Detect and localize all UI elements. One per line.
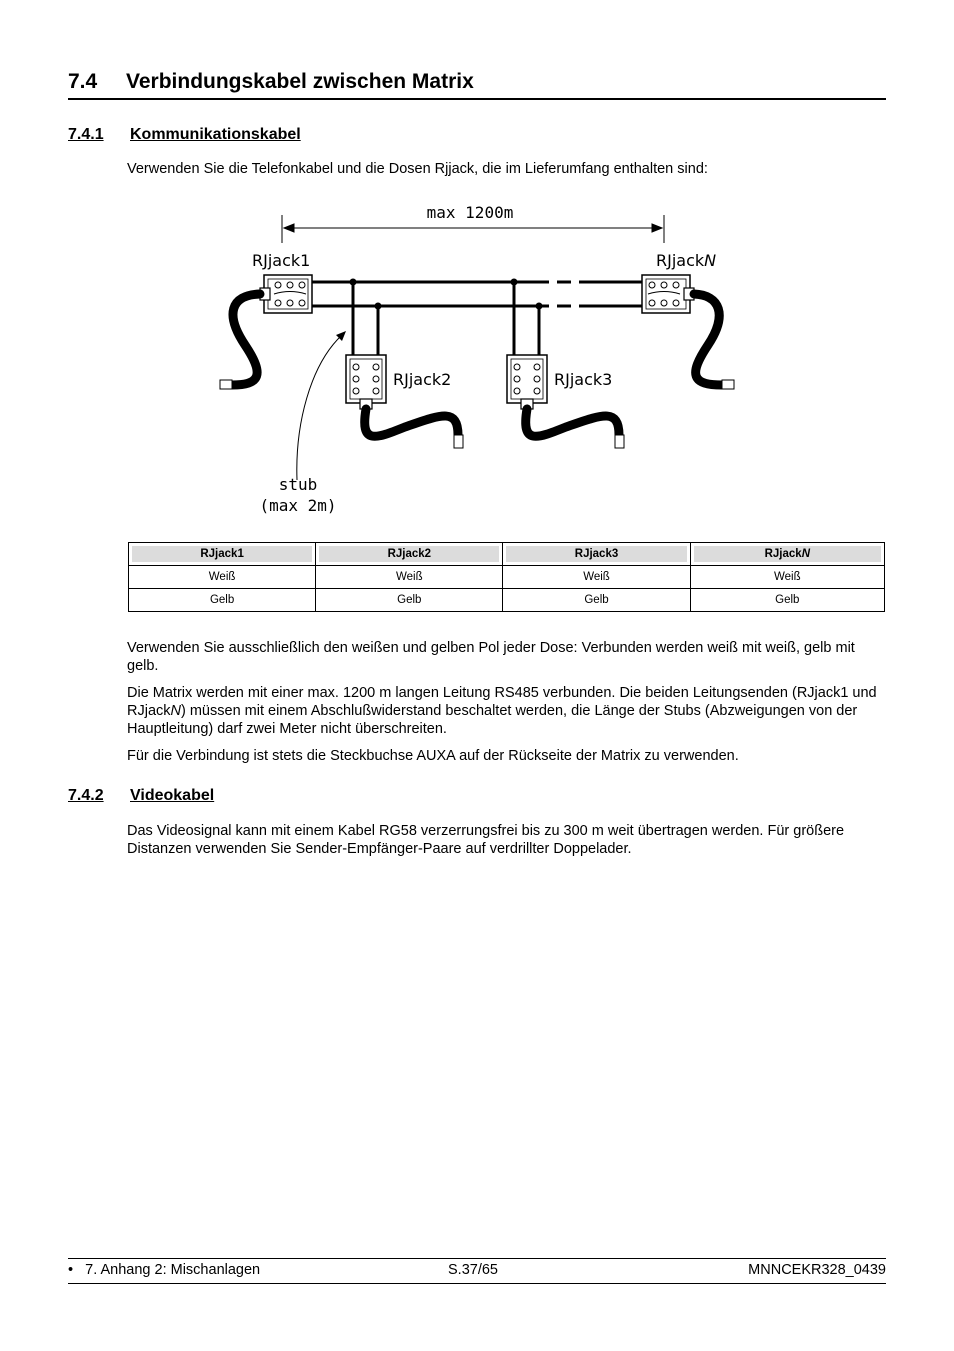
table-header-cell: RJjack3	[503, 543, 690, 566]
table-cell: Weiß	[690, 566, 884, 589]
table-cell: Gelb	[690, 589, 884, 612]
section-heading	[68, 70, 886, 100]
subsection-title: Kommunikationskabel	[130, 126, 301, 143]
footer-document-id: MNNCEKR328_0439	[748, 1262, 886, 1278]
stub-pointer	[297, 335, 342, 480]
label-rjjack1: RJjack1	[252, 251, 311, 270]
label-rjjackn-suffix: N	[704, 251, 717, 270]
label-rjjackn-prefix: RJjack	[656, 251, 705, 270]
subsection-number: 7.4.2	[68, 787, 104, 804]
distance-label: max 1200m	[426, 203, 514, 222]
subsection-heading-video	[68, 787, 214, 805]
paragraph-poles: Verwenden Sie ausschließlich den weißen und gelben Pol jeder Dose: Verbunden werden weiß mit weiß, gelb mit gelb.	[127, 640, 855, 674]
table-row	[129, 589, 885, 612]
paragraph-auxa: Für die Verbindung ist stets die Steckbuchse AUXA auf der Rückseite der Matrix zu verwenden.	[127, 748, 739, 764]
intro-paragraph: Verwenden Sie die Telefonkabel und die Dosen Rjjack, die im Lieferumfang enthalten sind:	[127, 161, 708, 177]
section-title: Verbindungskabel zwischen Matrix	[126, 70, 474, 93]
table-cell: Gelb	[316, 589, 503, 612]
table-header-cell: RJjackN	[690, 543, 884, 566]
table-cell: Weiß	[316, 566, 503, 589]
table-cell: Gelb	[503, 589, 690, 612]
rjjack2-box	[346, 355, 386, 409]
label-rjjack3: RJjack3	[554, 370, 613, 389]
label-stub: stub	[278, 475, 318, 494]
plugs	[220, 380, 734, 448]
table-header-row	[129, 543, 885, 566]
footer-page-number: S.37/65	[448, 1262, 498, 1278]
section-number: 7.4	[68, 70, 98, 93]
footer-chapter: • 7. Anhang 2: Mischanlagen	[68, 1262, 261, 1278]
table-cell: Gelb	[129, 589, 316, 612]
subsection-title: Videokabel	[130, 787, 215, 804]
patch-cables	[232, 294, 722, 436]
wiring-diagram	[200, 195, 760, 525]
label-rjjack2: RJjack2	[393, 370, 452, 389]
paragraph-video: Das Videosignal kann mit einem Kabel RG58 verzerrungsfrei bis zu 300 m weit übertragen werden. Für größere Distanzen verwenden Sie Sender-Empfänger-Paare auf verdrillter Doppelader.	[127, 823, 845, 857]
bus-lines	[312, 282, 642, 306]
table-header-cell: RJjack2	[316, 543, 503, 566]
page-footer	[68, 1258, 886, 1284]
label-stub-max: (max 2m)	[259, 496, 337, 515]
table-cell: Weiß	[503, 566, 690, 589]
subsection-number: 7.4.1	[68, 126, 104, 143]
wire-color-table	[128, 542, 885, 612]
table-header-cell: RJjack1	[129, 543, 316, 566]
table-row	[129, 566, 885, 589]
table-cell: Weiß	[129, 566, 316, 589]
rjjackn-box	[642, 275, 694, 313]
rjjack1-box	[260, 275, 312, 313]
paragraph-rs485: Die Matrix werden mit einer max. 1200 m langen Leitung RS485 verbunden. Die beiden Leitungsenden (RJjack1 und RJjackN) müssen mit einem Abschlußwiderstand beschaltet werden, die Länge der Stubs (Abzweigungen von der Hauptleitung) darf zwei Meter nicht überschreiten.	[127, 685, 877, 737]
stub-drops	[353, 282, 539, 355]
subsection-heading-communication	[68, 126, 301, 144]
rjjack3-box	[507, 355, 547, 409]
label-rjjackn	[656, 251, 716, 270]
